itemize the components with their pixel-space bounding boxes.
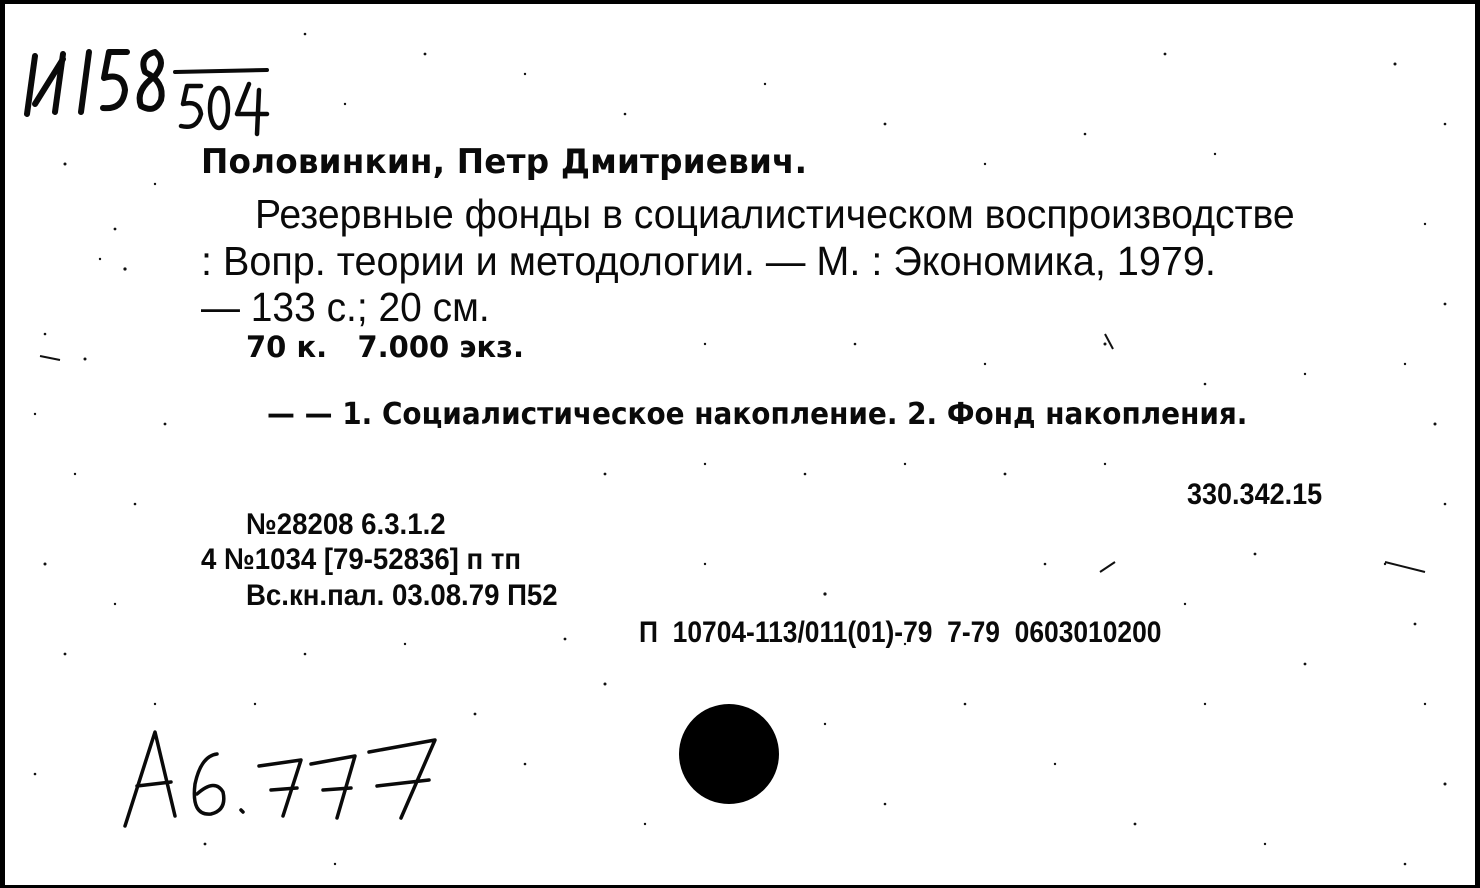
title-line-3: — 133 с.; 20 см. <box>201 284 490 330</box>
registration-line-1: №28208 6.3.1.2 <box>246 508 446 541</box>
udc-classification: 330.342.15 <box>1187 478 1323 511</box>
price-print-run: 70 к. 7.000 экз. <box>246 330 525 364</box>
registration-line-2: 4 №1034 [79-52836] п тп <box>201 543 522 576</box>
publisher-index-line: П 10704-113/011(01)-79 7-79 0603010200 <box>639 616 1162 649</box>
registration-line-3: Вс.кн.пал. 03.08.79 П52 <box>246 579 558 612</box>
punch-hole <box>679 704 779 804</box>
title-line-1: Резервные фонды в социалистическом воспроизводстве <box>255 191 1295 237</box>
inventory-handwriting <box>125 732 435 826</box>
title-line-2: : Вопр. теории и методологии. — М. : Экономика, 1979. <box>201 238 1216 284</box>
shelfmark-handwriting <box>27 52 267 134</box>
author-heading: Половинкин, Петр Дмитриевич. <box>201 142 808 182</box>
subject-tracings: — — 1. Социалистическое накопление. 2. Фонд накопления. <box>267 397 1248 432</box>
